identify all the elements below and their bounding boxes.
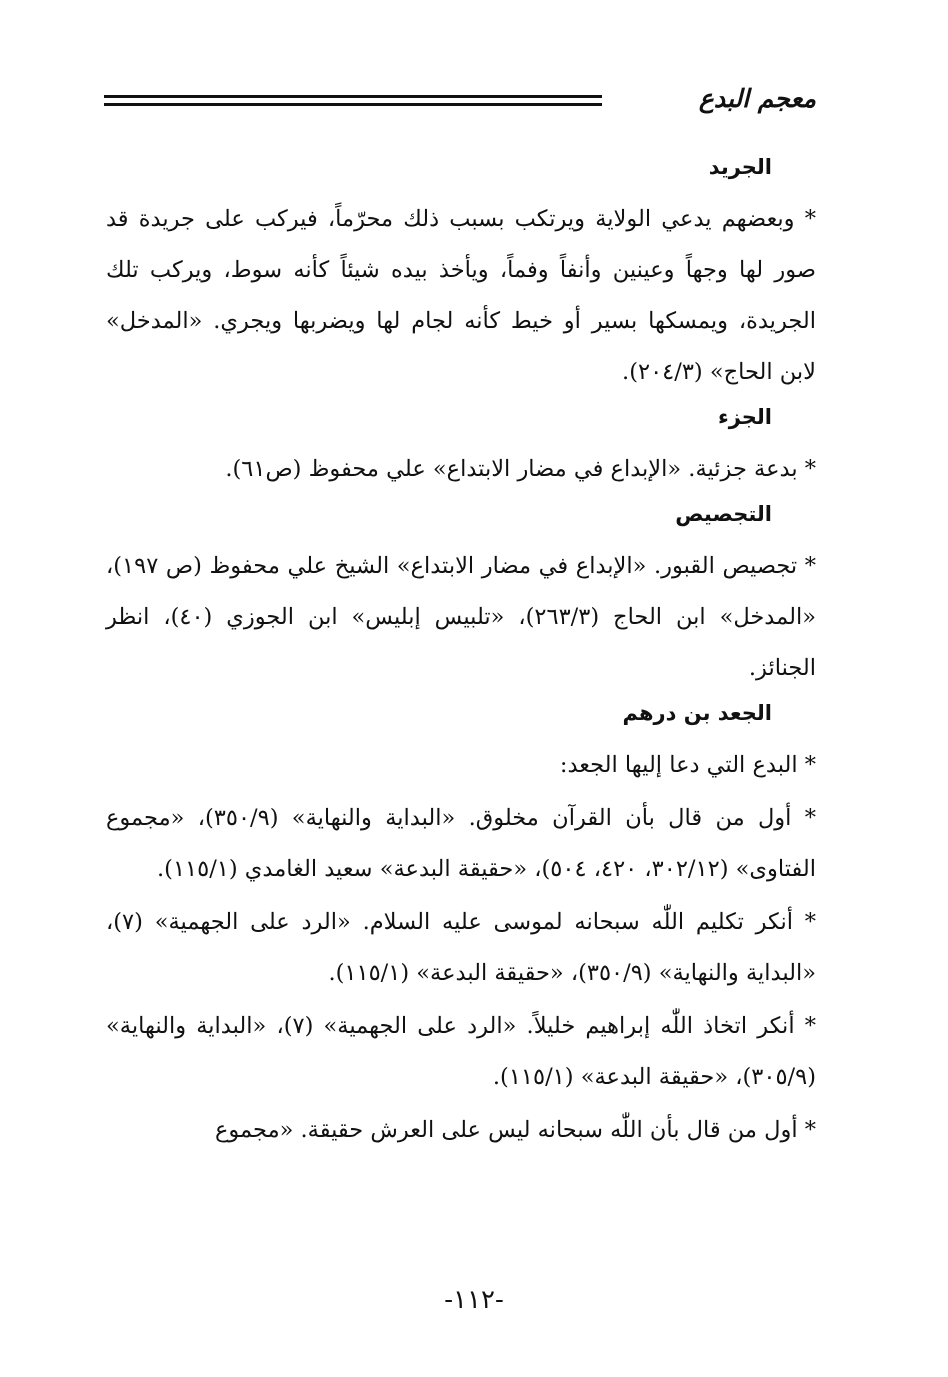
entry-heading: الجزء	[717, 405, 772, 429]
entry-paragraph: * أنكر اتخاذ اللّٰه إبراهيم خليلاً. «الرد على الجهمية» (٧)، «البداية والنهاية» (٣٠٥/٩)، «حقيقة البدعة» (١١٥/١).	[106, 1013, 816, 1090]
entry-heading: التجصيص	[675, 502, 772, 526]
header-rule-bottom	[104, 103, 602, 106]
page-number: -١١٢-	[444, 1285, 504, 1315]
header-title: معجم البدع	[698, 84, 816, 113]
entry-paragraph: * أول من قال بأن اللّٰه سبحانه ليس على العرش حقيقة. «مجموع	[214, 1117, 816, 1143]
entry-juz	[106, 402, 816, 495]
page-content	[106, 148, 816, 1158]
entry-jaad-bin-dirham	[106, 698, 816, 1156]
entry-paragraph: * أول من قال بأن القرآن مخلوق. «البداية والنهاية» (٣٥٠/٩)، «مجموع الفتاوى» (٣٠٢/١٢، ٤٢٠، ٥٠٤)، «حقيقة البدعة» سعيد الغامدي (١١٥/١).	[106, 805, 816, 882]
entry-paragraph: * وبعضهم يدعي الولاية ويرتكب بسبب ذلك محرّماً، فيركب على جريدة قد صور لها وجهاً وعينين وأنفاً وفماً، ويأخذ بيده شيئاً كأنه سوط، ويركب تلك الجريدة، ويمسكها بسير أو خيط كأنه لجام لها ويضربها ويجري. «المدخل» لابن الحاج» (٢٠٤/٣).	[106, 206, 816, 385]
entry-paragraph: * تجصيص القبور. «الإبداع في مضار الابتداع» الشيخ علي محفوظ (ص ١٩٧)، «المدخل» ابن الحاج (٢٦٣/٣)، «تلبيس إبليس» ابن الجوزي (٤٠)، انظر الجنائز.	[106, 553, 816, 681]
entry-paragraph: * البدع التي دعا إليها الجعد:	[559, 752, 816, 778]
entry-heading: الجريد	[708, 155, 772, 179]
header-rule-top	[104, 95, 602, 98]
entry-heading: الجعد بن درهم	[622, 701, 772, 725]
entry-paragraph: * بدعة جزئية. «الإبداع في مضار الابتداع» علي محفوظ (ص٦١).	[225, 456, 816, 482]
entry-paragraph: * أنكر تكليم اللّٰه سبحانه لموسى عليه السلام. «الرد على الجهمية» (٧)، «البداية والنهاية» (٣٥٠/٩)، «حقيقة البدعة» (١١٥/١).	[106, 909, 816, 986]
running-header	[104, 84, 816, 114]
entry-tajsis	[106, 499, 816, 694]
entry-jarid	[106, 152, 816, 398]
